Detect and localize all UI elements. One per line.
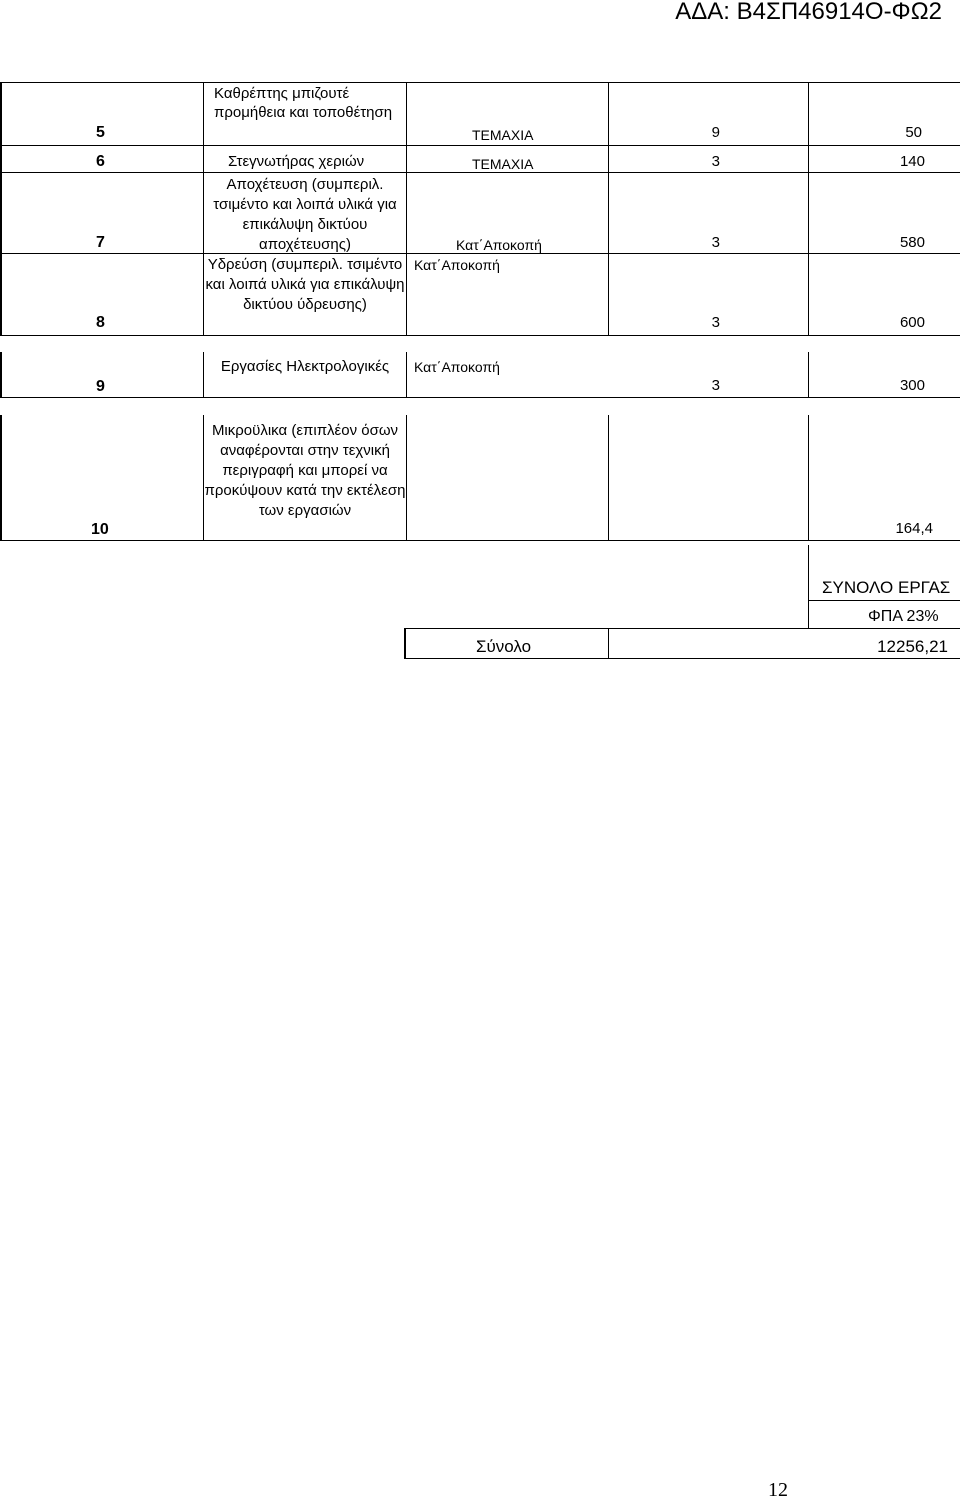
row-description: Αποχέτευση (συμπεριλ. τσιμέντο και λοιπά υλικά για επικάλυψη δικτύου αποχέτευσης) bbox=[213, 176, 397, 253]
page-number: 12 bbox=[768, 1479, 788, 1501]
row-description: Στεγνωτήρας χεριών bbox=[228, 153, 365, 170]
row-price: 50 bbox=[905, 124, 922, 141]
row-description: Υδρεύση (συμπεριλ. τσιμέντο και λοιπά υλικά για επικάλυψη δικτύου ύδρευσης) bbox=[205, 256, 405, 313]
row-quantity: 9 bbox=[711, 124, 720, 141]
row-number: 10 bbox=[91, 521, 109, 538]
row-quantity: 3 bbox=[711, 377, 720, 394]
row-description: Εργασίες Ηλεκτρολογικές bbox=[220, 358, 390, 375]
row-price: 164,4 bbox=[895, 520, 933, 537]
sum-label: Σύνολο bbox=[476, 637, 532, 656]
row-number: 6 bbox=[96, 153, 105, 170]
total-works-label: ΣΥΝΟΛΟ ΕΡΓΑΣ bbox=[822, 578, 951, 597]
vat-label: ΦΠΑ 23% bbox=[868, 608, 939, 625]
row-unit: Κατ΄Αποκοπή bbox=[414, 257, 500, 273]
row-number: 5 bbox=[96, 124, 105, 141]
row-price: 580 bbox=[899, 234, 925, 251]
row-price: 300 bbox=[899, 377, 925, 394]
row-number: 7 bbox=[96, 234, 105, 251]
row-number: 8 bbox=[96, 314, 105, 331]
sum-value: 12256,21 bbox=[877, 637, 948, 656]
row-price: 140 bbox=[899, 153, 925, 170]
row-unit: ΤΕΜΑΧΙΑ bbox=[472, 127, 534, 143]
row-number: 9 bbox=[96, 378, 105, 395]
row-unit: Κατ΄Αποκοπή bbox=[456, 237, 542, 253]
row-description: Καθρέπτης μπιζουτέ προμήθεια και τοποθέτηση bbox=[214, 85, 393, 121]
row-description: Μικροϋλικα (επιπλέον όσων αναφέρονται στην τεχνική περιγραφή και μπορεί να προκύψουν κατά την εκτέλεση των εργασιών bbox=[204, 422, 406, 519]
row-price: 600 bbox=[899, 314, 925, 331]
row-quantity: 3 bbox=[711, 234, 720, 251]
row-unit: ΤΕΜΑΧΙΑ bbox=[472, 156, 534, 172]
row-quantity: 3 bbox=[711, 314, 720, 331]
ada-code: ΑΔΑ: Β4ΣΠ46914Ο-ΦΩ2 bbox=[675, 0, 942, 25]
row-unit: Κατ΄Αποκοπή bbox=[414, 359, 500, 375]
row-quantity: 3 bbox=[711, 153, 720, 170]
